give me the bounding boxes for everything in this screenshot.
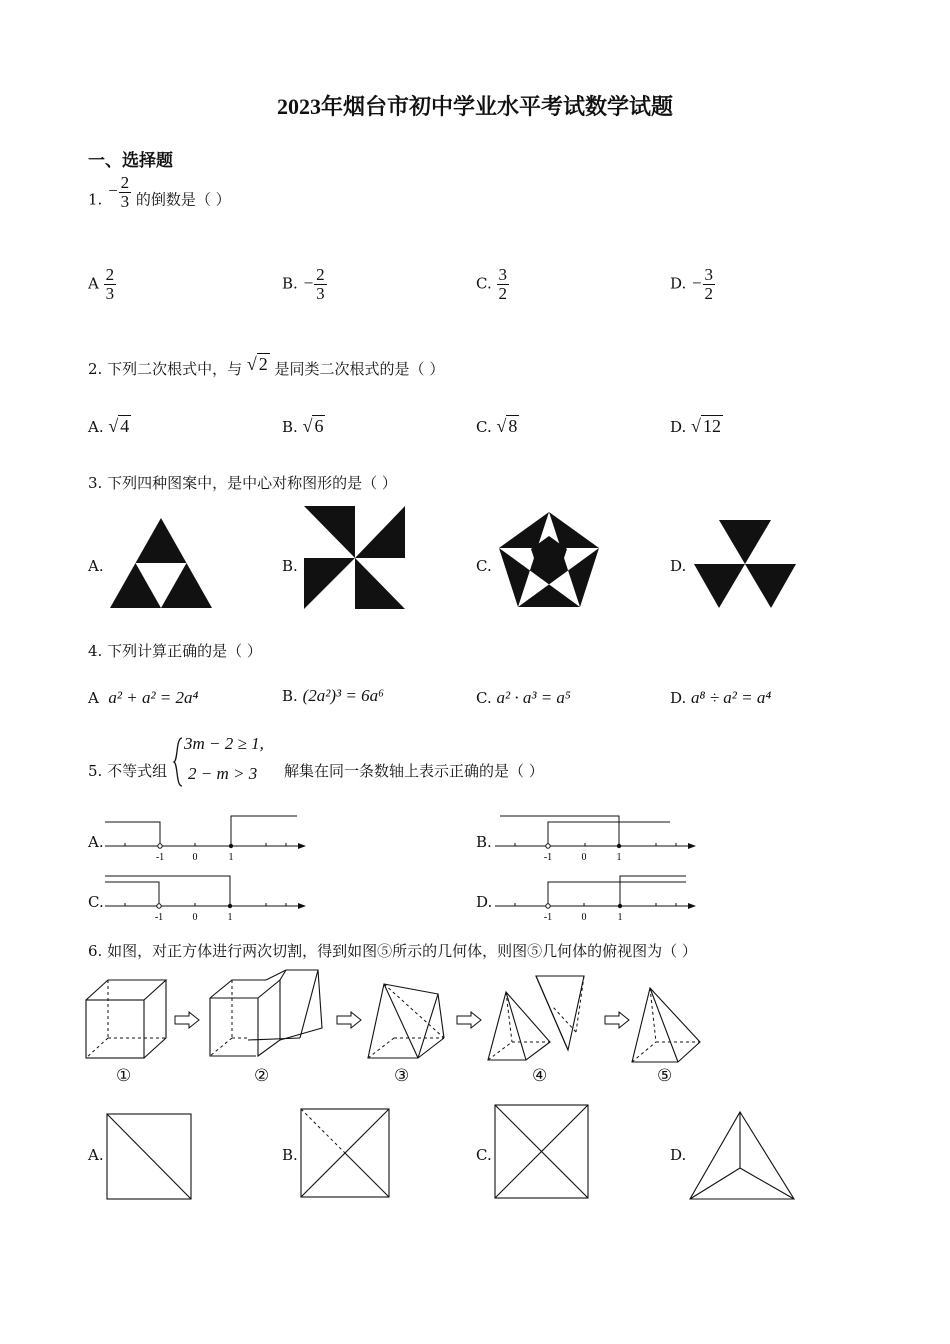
q6-option-b-figure xyxy=(300,1108,392,1200)
q6-option-b-label[interactable]: B. xyxy=(282,1146,298,1164)
q2-option-c[interactable]: C. √ 8 xyxy=(476,416,518,436)
q1-sign: − xyxy=(107,181,119,201)
q6-option-c-figure xyxy=(494,1104,590,1200)
q6-option-d-label[interactable]: D. xyxy=(670,1146,687,1164)
q6-arrow-2-icon xyxy=(336,1011,362,1029)
question-5: 5. 不等式组 xyxy=(88,762,168,780)
q4-option-b[interactable]: B. (2a²)³ = 6a⁶ xyxy=(282,686,384,705)
q1-fraction: $\frac{2}{3}$ xyxy=(120,173,130,211)
svg-text:-1: -1 xyxy=(543,852,553,863)
q3-figure-c xyxy=(496,510,602,610)
question-3: 3. 下列四种图案中，是中心对称图形的是（ ） xyxy=(88,474,397,492)
q6-figure-4-split xyxy=(486,972,590,1064)
q6-option-a-label[interactable]: A. xyxy=(88,1146,104,1164)
q6-arrow-1-icon xyxy=(174,1011,200,1029)
svg-text:-1: -1 xyxy=(543,912,553,923)
svg-text:1: 1 xyxy=(227,912,233,923)
q6-option-a-figure xyxy=(106,1112,194,1202)
svg-text:1: 1 xyxy=(228,852,234,863)
q5-option-a-label[interactable]: A. xyxy=(88,833,104,851)
q5-system-brace xyxy=(172,736,184,788)
svg-text:0: 0 xyxy=(192,912,198,923)
question-1-text: 的倒数是（ ） xyxy=(135,190,231,209)
q3-figure-b xyxy=(304,506,406,610)
q6-option-c-label[interactable]: C. xyxy=(476,1146,492,1164)
q6-figure-5-label: ⑤ xyxy=(657,1066,673,1086)
svg-text:1: 1 xyxy=(616,852,622,863)
q5-numberline-b xyxy=(490,810,700,866)
q5-option-d-label[interactable]: D. xyxy=(476,893,493,911)
q5-numberline-a xyxy=(100,810,310,866)
svg-text:-1: -1 xyxy=(155,852,165,863)
svg-text:0: 0 xyxy=(581,912,587,923)
q6-arrow-3-icon xyxy=(456,1011,482,1029)
q1-option-a[interactable]: A $\frac{2}{3}$ xyxy=(88,265,115,303)
q4-option-c[interactable]: C. a² · a³ = a⁵ xyxy=(476,688,571,707)
q2-radical: √ 2 xyxy=(246,354,268,374)
q3-option-b-label[interactable]: B. xyxy=(282,557,298,575)
question-5-text: 解集在同一条数轴上表示正确的是（ ） xyxy=(284,762,544,780)
question-2: 2. 下列二次根式中，与 √ 2 是同类二次根式的是（ ） xyxy=(88,354,445,378)
question-1 xyxy=(88,173,231,219)
svg-text:0: 0 xyxy=(192,852,198,863)
q5-inequality-2: 2 − m > 3 xyxy=(188,764,258,783)
svg-text:-1: -1 xyxy=(154,912,164,923)
question-4: 4. 下列计算正确的是（ ） xyxy=(88,642,262,660)
q3-figure-d xyxy=(692,518,798,610)
q3-option-d-label[interactable]: D. xyxy=(670,557,687,575)
q5-option-c-label[interactable]: C. xyxy=(88,893,104,911)
q3-option-a-label[interactable]: A. xyxy=(88,557,104,575)
q3-option-c-label[interactable]: C. xyxy=(476,557,492,575)
q2-option-a[interactable]: A. √ 4 xyxy=(88,416,130,436)
q3-figure-a xyxy=(108,516,214,610)
q4-option-a[interactable]: A a² + a² = 2a⁴ xyxy=(88,688,199,707)
q6-figure-3-label: ③ xyxy=(394,1066,410,1086)
question-1-number: 1. xyxy=(88,190,103,209)
svg-text:1: 1 xyxy=(617,912,623,923)
q5-numberline-d xyxy=(490,870,700,926)
q5-inequality-1: 3m − 2 ≥ 1, xyxy=(184,734,264,753)
q6-figure-2-label: ② xyxy=(254,1066,270,1086)
q4-option-d[interactable]: D. a⁸ ÷ a² = a⁴ xyxy=(670,688,772,707)
q5-numberline-c xyxy=(100,870,310,926)
question-6: 6. 如图，对正方体进行两次切割，得到如图⑤所示的几何体，则图⑤几何体的俯视图为（ ） xyxy=(88,942,697,960)
section-heading: 一、选择题 xyxy=(88,151,173,171)
q6-arrow-4-icon xyxy=(604,1011,630,1029)
q6-figure-2-cut-cube xyxy=(208,968,324,1062)
q6-option-d-figure xyxy=(688,1110,796,1202)
q6-figure-5-pyramid xyxy=(630,986,704,1064)
q1-option-b[interactable]: B. − $\frac{2}{3}$ xyxy=(282,265,325,303)
page-title: 2023年烟台市初中学业水平考试数学试题 xyxy=(276,94,673,119)
q1-option-c[interactable]: C. $\frac{3}{2}$ xyxy=(476,265,507,303)
q6-figure-4-label: ④ xyxy=(532,1066,548,1086)
q2-option-b[interactable]: B. √ 6 xyxy=(282,416,324,436)
q6-figure-1-cube xyxy=(84,978,168,1062)
q2-option-d[interactable]: D. √ 12 xyxy=(670,416,721,436)
q1-option-d[interactable]: D. − $\frac{3}{2}$ xyxy=(670,265,714,303)
svg-text:0: 0 xyxy=(581,852,587,863)
q5-option-b-label[interactable]: B. xyxy=(476,833,492,851)
q6-figure-3-prism xyxy=(366,982,446,1062)
q6-figure-1-label: ① xyxy=(116,1066,132,1086)
